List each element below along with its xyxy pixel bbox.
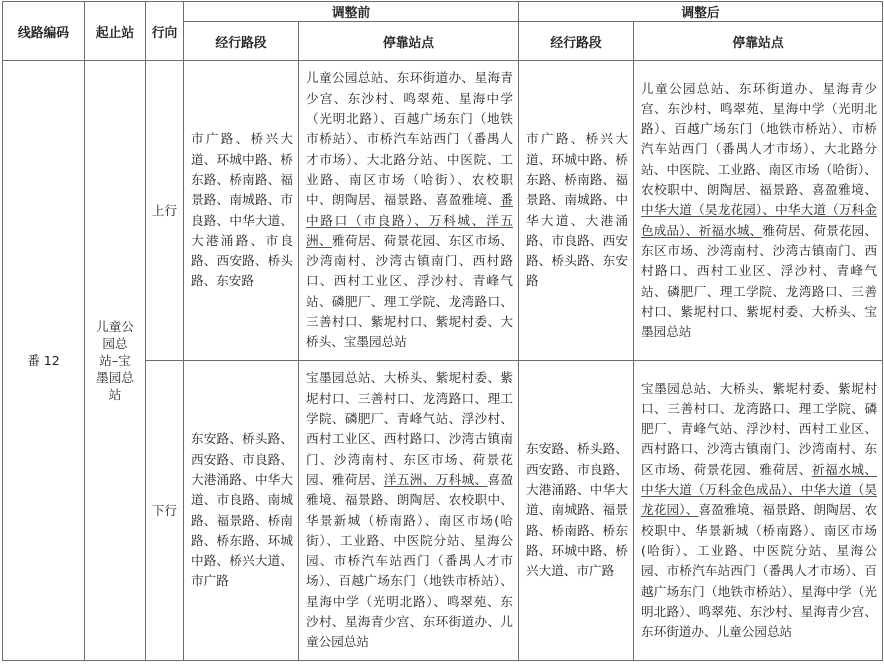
stops-text: 儿童公园总站、东环街道办、星海青少宫、东沙村、鸣翠苑、星海中学（光明北路）、百越广场东门（地铁市桥站）、市桥汽车站西门（番禺人才市场）、大北路分站、中医院、工业路、南区市场（哈街）、农校职中、朗陶居、福景路、喜盈雅境、 bbox=[641, 80, 878, 198]
stops-changed-text: 洋五洲、万科城、 bbox=[383, 471, 488, 487]
direction-up: 上行 bbox=[146, 61, 184, 361]
after-route-up: 市广路、桥兴大道、环城中路、桥东路、桥南路、福景路、南城路、中华大道、大港涌路、市良路、西安路、桥头路、东安路 bbox=[519, 61, 634, 361]
header-line-code: 线路编码 bbox=[3, 2, 85, 61]
before-route-down: 东安路、桥头路、西安路、市良路、大港涌路、中华大道、市良路、南城路、福景路、桥南路、桥东路、环城中路、桥兴大道、市广路 bbox=[184, 361, 299, 661]
stops-changed-text: 番中路口（市良路）、万科城、洋五洲、 bbox=[306, 192, 514, 248]
stops-changed-text: 祈福水城、中华大道（万科金色成品）、中华大道（昊龙花园）、 bbox=[641, 461, 878, 518]
stops-text: 雅荷居、荷景花园、东区市场、沙湾南村、沙湾古镇南门、西村路口、西村工业区、浮沙村、青峰气站、磷肥厂、理工学院、龙湾路口、三善村口、紫坭村口、紫坭村委、大桥头、宝墨园总站 bbox=[641, 222, 878, 340]
after-stops-down bbox=[634, 361, 883, 661]
terminals-cell: 儿童公园总站–宝墨园总站 bbox=[85, 61, 146, 661]
before-stops-up bbox=[299, 61, 519, 361]
header-before: 调整前 bbox=[184, 2, 519, 22]
header-after: 调整后 bbox=[519, 2, 883, 22]
header-before-stops: 停靠站点 bbox=[299, 22, 519, 61]
stops-text: 宝墨园总站、大桥头、紫坭村委、紫坭村口、三善村口、龙湾路口、理工学院、磷肥厂、青峰气站、浮沙村、西村工业区、西村路口、沙湾古镇南门、沙湾南村、东区市场、荷景花园、雅荷居、 bbox=[306, 370, 514, 487]
after-stops-up bbox=[634, 61, 883, 361]
header-before-route: 经行路段 bbox=[184, 22, 299, 61]
table-row-up bbox=[3, 61, 883, 361]
line-code-cell: 番 12 bbox=[3, 61, 85, 661]
direction-down: 下行 bbox=[146, 361, 184, 661]
header-direction: 行向 bbox=[146, 2, 184, 61]
header-after-stops: 停靠站点 bbox=[634, 22, 883, 61]
header-terminals: 起止站 bbox=[85, 2, 146, 61]
before-route-up: 市广路、桥兴大道、环城中路、桥东路、桥南路、福景路、南城路、市良路、中华大道、大港涌路、市良路、西安路、桥头路、东安路 bbox=[184, 61, 299, 361]
header-after-route: 经行路段 bbox=[519, 22, 634, 61]
after-route-down: 东安路、桥头路、西安路、市良路、大港涌路、中华大道、南城路、福景路、桥南路、桥东路、环城中路、桥兴大道、市广路 bbox=[519, 361, 634, 661]
before-stops-down bbox=[299, 361, 519, 661]
route-adjustment-table bbox=[2, 1, 883, 661]
stops-text: 宝墨园总站、大桥头、紫坭村委、紫坭村口、三善村口、龙湾路口、理工学院、磷肥厂、青峰气站、浮沙村、西村工业区、西村路口、沙湾古镇南门、沙湾南村、东区市场、荷景花园、雅荷居、 bbox=[641, 380, 878, 477]
stops-text: 儿童公园总站、东环街道办、星海青少宫、东沙村、鸣翠苑、星海中学（光明北路）、百越广场东门（地铁市桥站）、市桥汽车站西门（番禺人才市场）、大北路分站、中医院、工业路、南区市场（哈街）、农校职中、朗陶居、福景路、喜盈雅境、 bbox=[306, 70, 514, 208]
stops-text: 雅荷居、荷景花园、东区市场、沙湾南村、沙湾古镇南门、西村路口、西村工业区、浮沙村、青峰气站、磷肥厂、理工学院、龙湾路口、三善村口、紫坭村口、紫坭村委、大桥头、宝墨园总站 bbox=[306, 232, 514, 350]
stops-text: 喜盈雅境、福景路、朗陶居、农校职中、华景新城（桥南路）、南区市场(哈街）、工业路、中医院分站、星海公园、市桥汽车站西门（番禺人才市场）、百越广场东门（地铁市桥站）、星海中学（光明北路）、鸣翠苑、东沙村、星海青少宫、东环街道办、儿童公园总站 bbox=[306, 471, 514, 650]
stops-changed-text: 中华大道（昊龙花园）、中华大道（万科金色成品）、祈福水城、 bbox=[641, 202, 878, 238]
stops-text: 喜盈雅境、福景路、朗陶居、农校职中、华景新城（桥南路）、南区市场(哈街）、工业路、中医院分站、星海公园、市桥汽车站西门（番禺人才市场）、百越广场东门（地铁市桥站）、星海中学（光明北路）、鸣翠苑、东沙村、星海青少宫、东环街道办、儿童公园总站 bbox=[641, 502, 878, 640]
